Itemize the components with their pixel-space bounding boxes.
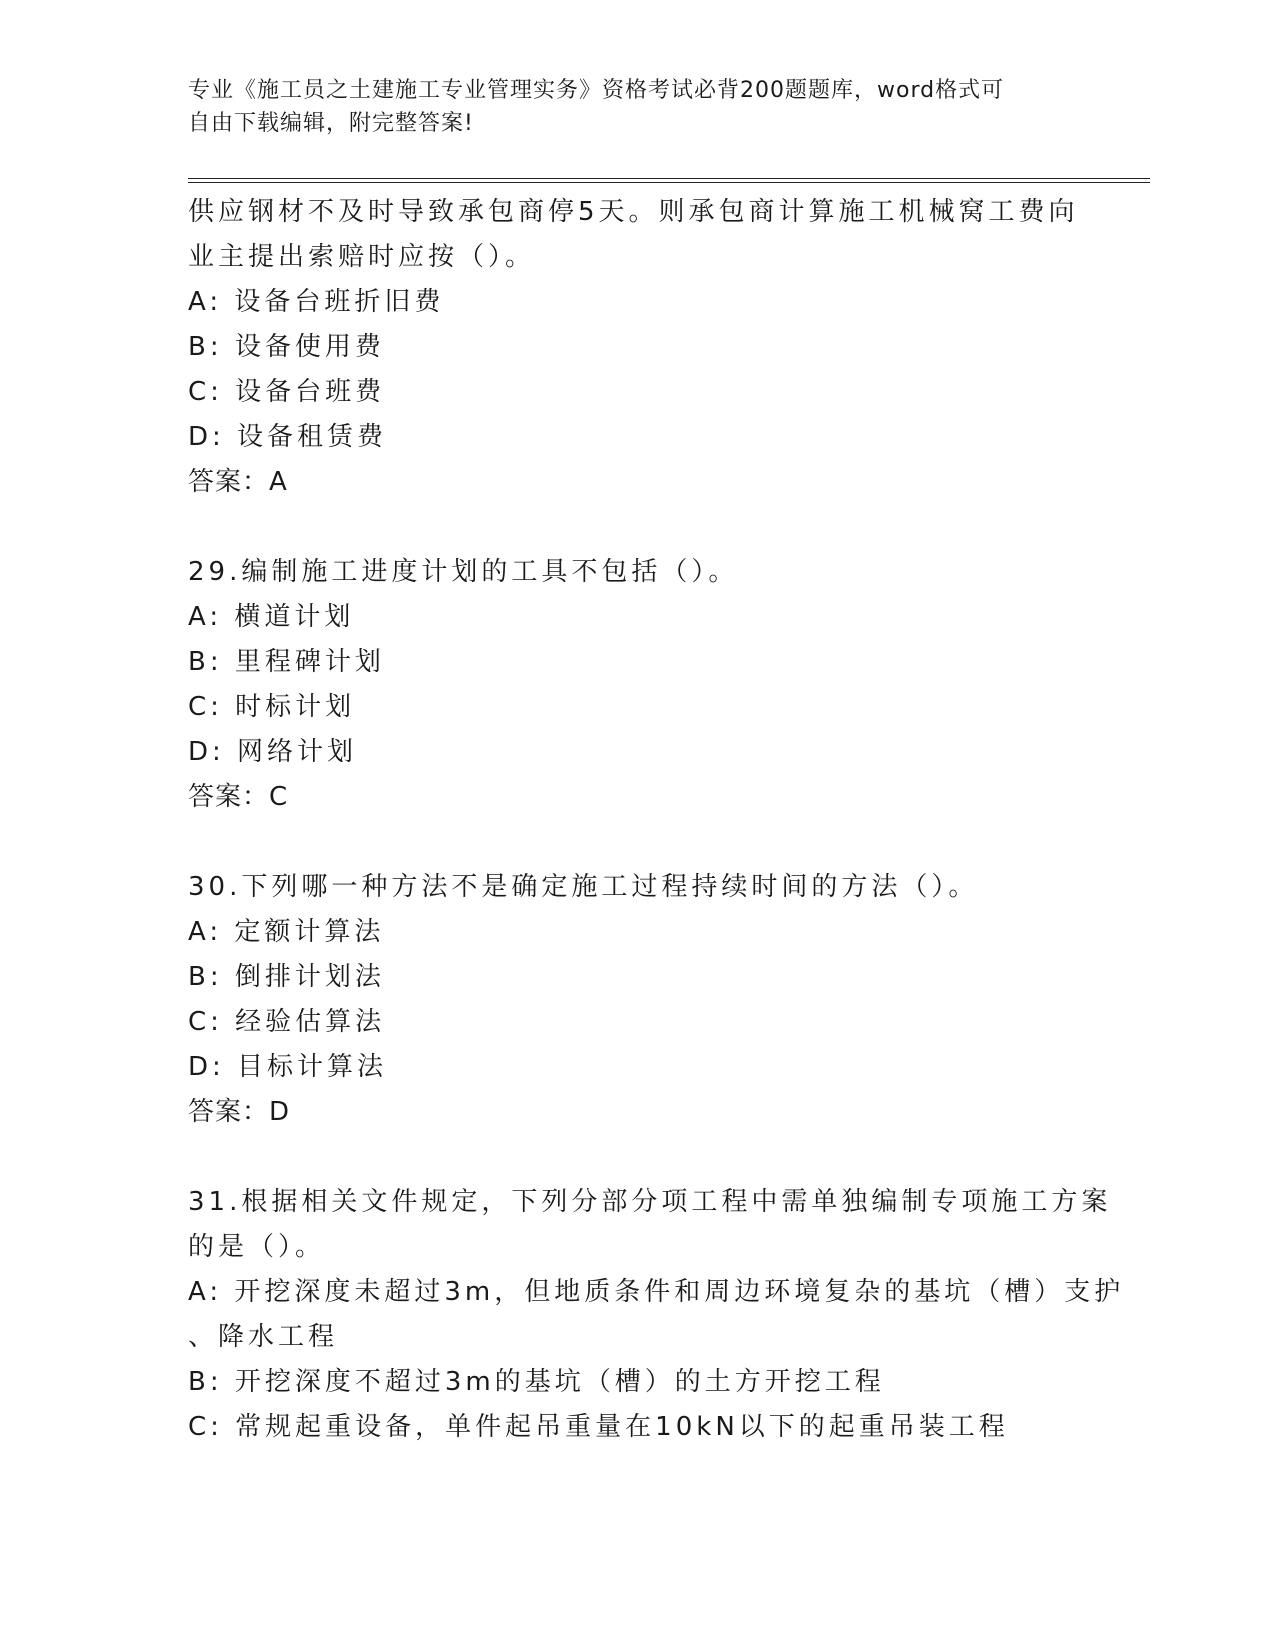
option-c: C: 时标计划: [188, 692, 356, 722]
question-list: [188, 190, 1128, 1450]
question-stem: 30.下列哪一种方法不是确定施工过程持续时间的方法（）。: [188, 872, 979, 902]
question-stem: 29.编制施工进度计划的工具不包括（）。: [188, 557, 739, 587]
question-block: [188, 865, 1128, 1135]
header-divider: [188, 178, 1150, 183]
question-stem: 31.根据相关文件规定，下列分部分项工程中需单独编制专项施工方案: [188, 1187, 1112, 1217]
question-stem: 供应钢材不及时导致承包商停5天。则承包商计算施工机械窝工费向: [188, 197, 1079, 227]
option-b: B: 设备使用费: [188, 332, 385, 362]
option-a: A: 横道计划: [188, 602, 355, 632]
option-a: A: 开挖深度未超过3m，但地质条件和周边环境复杂的基坑（槽）支护: [188, 1277, 1125, 1307]
option-d: D: 目标计算法: [188, 1052, 388, 1082]
answer: 答案：C: [188, 782, 289, 812]
option-a-continued: 、降水工程: [188, 1322, 339, 1352]
question-block: [188, 550, 1128, 820]
answer: 答案：A: [188, 467, 288, 497]
header-line-1: 专业《施工员之土建施工专业管理实务》资格考试必背200题题库，word格式可: [188, 78, 1005, 103]
question-stem: 业主提出索赔时应按（）。: [188, 242, 536, 272]
header-line-2: 自由下载编辑，附完整答案!: [188, 111, 474, 136]
option-a: A: 设备台班折旧费: [188, 287, 445, 317]
option-d: D: 设备租赁费: [188, 422, 388, 452]
option-d: D: 网络计划: [188, 737, 358, 767]
option-c: C: 常规起重设备，单件起吊重量在10kN以下的起重吊装工程: [188, 1412, 1009, 1442]
answer: 答案：D: [188, 1097, 291, 1127]
option-b: B: 开挖深度不超过3m的基坑（槽）的土方开挖工程: [188, 1367, 885, 1397]
question-block: [188, 190, 1128, 505]
option-b: B: 里程碑计划: [188, 647, 385, 677]
option-b: B: 倒排计划法: [188, 962, 385, 992]
option-a: A: 定额计算法: [188, 917, 385, 947]
option-c: C: 设备台班费: [188, 377, 386, 407]
option-c: C: 经验估算法: [188, 1007, 386, 1037]
document-header: [188, 74, 1068, 140]
question-block: [188, 1180, 1128, 1450]
question-stem: 的是（）。: [188, 1232, 326, 1262]
